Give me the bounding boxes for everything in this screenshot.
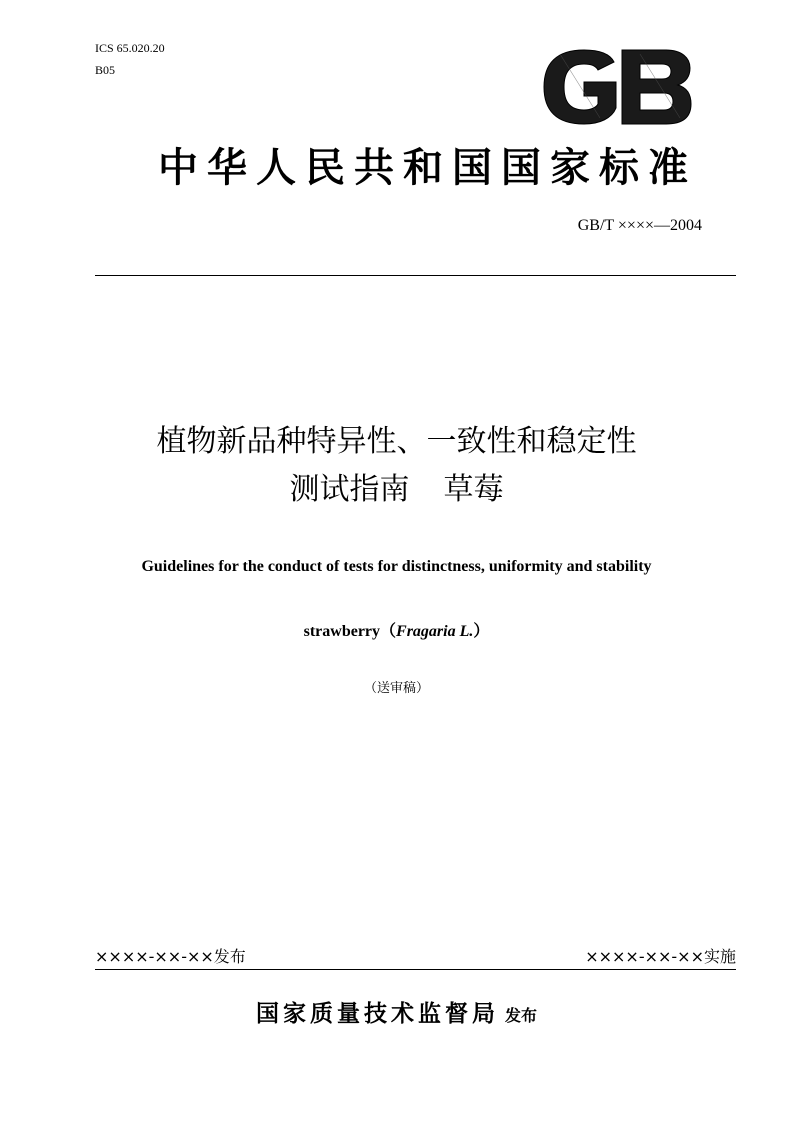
gb-logo-mark xyxy=(544,50,691,124)
issue-date: ××××-××-××发布 xyxy=(95,947,246,966)
implementation-date: ××××-××-××实施 xyxy=(585,947,736,966)
subtitle-close-paren: ） xyxy=(473,623,490,640)
issuing-authority xyxy=(0,998,793,1032)
top-divider xyxy=(95,275,736,276)
ics-code: ICS 65.020.20 xyxy=(95,41,165,55)
draft-note: （送审稿） xyxy=(363,681,429,696)
authority-suffix: 发布 xyxy=(504,1006,537,1025)
bottom-divider xyxy=(95,969,736,970)
standard-code: GB/T ××××—2004 xyxy=(577,217,702,234)
subtitle-common-name: strawberry（ xyxy=(303,623,397,640)
title-zh-line2-part1: 测试指南 xyxy=(289,472,410,507)
document-title-zh-line1: 植物新品种特异性、一致性和稳定性 xyxy=(156,424,637,459)
document-subtitle-en xyxy=(0,622,793,642)
title-zh-line2-part2: 草莓 xyxy=(443,472,504,507)
authority-name: 国家质量技术监督局 xyxy=(255,1000,499,1027)
document-title-en: Guidelines for the conduct of tests for distinctness, uniformity and stability xyxy=(141,558,652,575)
subtitle-latin-name: Fragaria L. xyxy=(396,623,474,640)
national-standard-title: 中华人民共和国国家标准 xyxy=(158,144,697,191)
gb-logo xyxy=(540,48,692,126)
document-title-zh-line2 xyxy=(0,470,793,510)
classification-code: B05 xyxy=(95,63,116,77)
